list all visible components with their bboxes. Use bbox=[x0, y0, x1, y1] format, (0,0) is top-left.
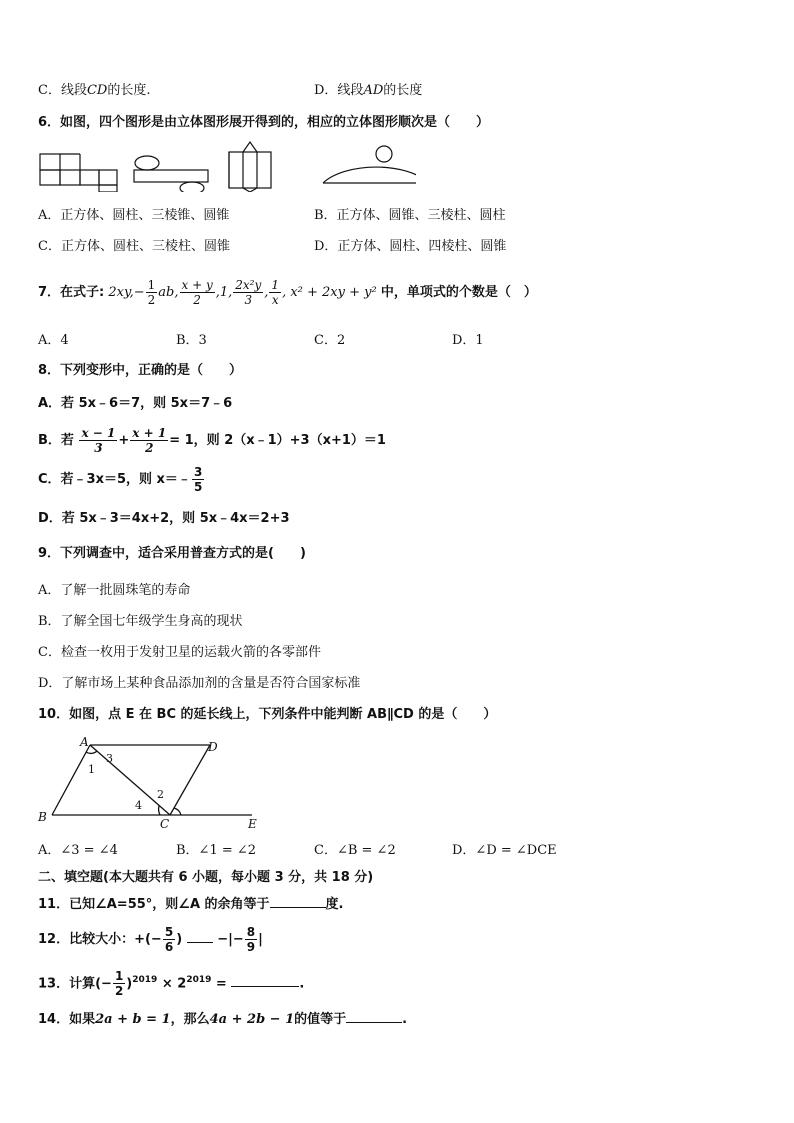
angle-arc-2 bbox=[174, 808, 181, 815]
segment-ac bbox=[90, 745, 170, 815]
q6-option-b: B．正方体、圆锥、三棱柱、圆柱 bbox=[314, 208, 506, 223]
q14-blank bbox=[346, 1010, 402, 1023]
q7-option-a: A．4 bbox=[38, 333, 69, 348]
q10-option-a: A．∠3 = ∠4 bbox=[38, 843, 118, 858]
q10-parallelogram-figure bbox=[34, 735, 274, 831]
q13: 13．计算(− $\frac{1}{2}$ )$^{2019} \times 2^{2019}$ = . bbox=[38, 969, 305, 999]
q5-option-d: D．线段AD的长度 bbox=[314, 83, 423, 98]
q8-option-a: A．若 5x﹣6＝7，则 5x＝7﹣6 bbox=[38, 396, 233, 411]
q14: 14．如果2a + b = 1，那么4a + 2b − 1的值等于 . bbox=[38, 1012, 408, 1027]
q9-option-c: C．检查一枚用于发射卫星的运载火箭的各零部件 bbox=[38, 645, 321, 660]
q8-option-c: C．若﹣3x＝5，则 x＝﹣ $\frac{3}{5}$ bbox=[38, 465, 203, 494]
q7-option-d: D．1 bbox=[452, 333, 484, 348]
q12-frac-1: $\frac{5}{6}$ bbox=[164, 925, 174, 954]
q9-option-b: B．了解全国七年级学生身高的现状 bbox=[38, 614, 243, 629]
q7-option-b: B．3 bbox=[176, 333, 207, 348]
q10-stem: 10．如图，点 E 在 BC 的延长线上，下列条件中能判断 AB∥CD 的是（ ） bbox=[38, 707, 497, 722]
q6-option-a: A．正方体、圆柱、三棱锥、圆锥 bbox=[38, 208, 230, 223]
label-a: A bbox=[80, 735, 89, 749]
label-b: B bbox=[38, 810, 47, 824]
q7-frac-2: $\frac{x + y}{2}$ bbox=[181, 278, 213, 307]
q6-option-c: C．正方体、圆柱、三棱柱、圆锥 bbox=[38, 239, 230, 254]
q5-option-c: C．线段CD的长度. bbox=[38, 83, 151, 98]
q7-option-c: C．2 bbox=[314, 333, 346, 348]
cone-net bbox=[323, 146, 416, 183]
q8-stem: 8．下列变形中，正确的是（ ） bbox=[38, 363, 243, 378]
q11: 11．已知∠A=55°，则∠A 的余角等于 度. bbox=[38, 897, 344, 912]
q7-stem: 7．在式子: 2xy,− $\frac{1}{2}$ ab, $\frac{x + y}{2}$ ,1, $\frac{\text{2x²y}}{3}$ , $\frac{1}{x}$ , x² + 2xy + y² 中，单项式的个数是（ ） bbox=[38, 278, 537, 307]
q8b-frac-2: $\frac{x + 1}{2}$ bbox=[132, 426, 167, 455]
label-e: E bbox=[248, 817, 257, 831]
q9-stem: 9．下列调查中，适合采用普查方式的是( ) bbox=[38, 546, 306, 561]
q8c-frac: $\frac{3}{5}$ bbox=[193, 465, 203, 494]
q10-option-b: B．∠1 = ∠2 bbox=[176, 843, 257, 858]
q8-option-d: D．若 5x﹣3＝4x+2，则 5x﹣4x＝2+3 bbox=[38, 511, 290, 526]
q6-nets-figure bbox=[36, 140, 416, 192]
q13-frac: $\frac{1}{2}$ bbox=[114, 969, 124, 999]
q8b-frac-1: $\frac{x - 1}{3}$ bbox=[81, 426, 116, 455]
q12-frac-2: $\frac{8}{9}$ bbox=[246, 925, 256, 954]
q12-blank bbox=[187, 930, 213, 943]
angle-arc-1 bbox=[86, 751, 97, 753]
angle-arc-4 bbox=[159, 806, 160, 815]
segment-ab bbox=[52, 745, 90, 815]
q11-blank bbox=[270, 895, 326, 908]
label-angle-3: 3 bbox=[106, 752, 113, 765]
q10-option-d: D．∠D = ∠DCE bbox=[452, 843, 557, 858]
q12: 12．比较大小：+(− $\frac{5}{6}$ ) −|− $\frac{8}{9}$ | bbox=[38, 925, 263, 954]
q13-blank bbox=[231, 974, 299, 987]
label-angle-4: 4 bbox=[135, 799, 142, 812]
q5-optd-var: AD bbox=[363, 83, 384, 98]
q5-optc-var: CD bbox=[86, 83, 108, 98]
q6-stem: 6．如图，四个图形是由立体图形展开得到的，相应的立体图形顺次是（ ） bbox=[38, 115, 490, 130]
q7-frac-4: $\frac{1}{x}$ bbox=[271, 278, 280, 307]
q9-option-a: A．了解一批圆珠笔的寿命 bbox=[38, 583, 191, 598]
q6-option-d: D．正方体、圆柱、四棱柱、圆锥 bbox=[314, 239, 507, 254]
label-c: C bbox=[160, 817, 170, 831]
label-angle-2: 2 bbox=[157, 788, 164, 801]
section-2-heading: 二、填空题(本大题共有 6 小题，每小题 3 分，共 18 分) bbox=[38, 870, 374, 885]
prism-net bbox=[229, 142, 271, 192]
cylinder-net bbox=[134, 156, 208, 192]
q9-option-d: D．了解市场上某种食品添加剂的含量是否符合国家标准 bbox=[38, 676, 361, 691]
cube-net bbox=[40, 154, 117, 192]
label-d: D bbox=[208, 740, 218, 754]
q7-frac-1: $\frac{1}{2}$ bbox=[147, 278, 156, 307]
label-angle-1: 1 bbox=[88, 763, 95, 776]
q7-frac-3: $\frac{\text{2x²y}}{3}$ bbox=[235, 278, 262, 307]
q10-option-c: C．∠B = ∠2 bbox=[314, 843, 396, 858]
q8-option-b: B．若 $\frac{x - 1}{3}$ + $\frac{x + 1}{2}$ = 1，则 2（x﹣1）+3（x+1）＝1 bbox=[38, 426, 386, 455]
segment-cd bbox=[170, 745, 210, 815]
